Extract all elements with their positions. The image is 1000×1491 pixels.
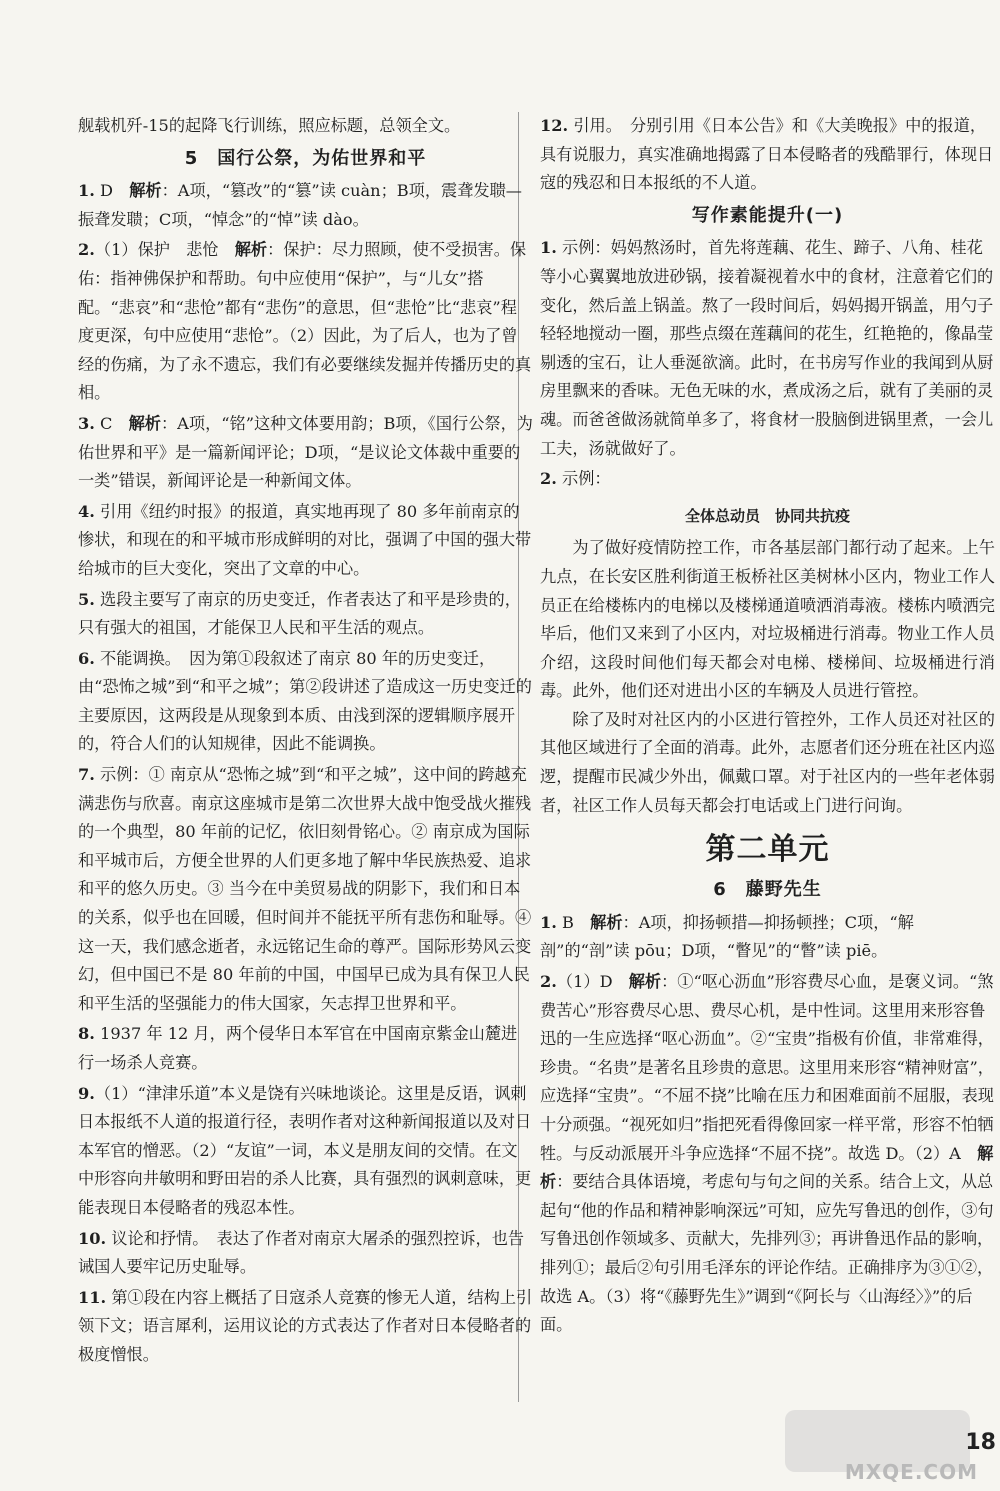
answer-item-10 bbox=[78, 1225, 533, 1282]
item-text: （1）保护 悲怆 解析：保护：尽力照顾，使不受损害。保佑：指神佛保护和帮助。句中应使用“保护”，与“儿女”搭配。“悲哀”和“悲怆”都有“悲伤”的意思，但“悲怆”比“悲哀”程度更深，句中应使用“悲怆”。（2）因此，为了后人，也为了曾经的伤痛，为了永不遗忘，我们有必要继续发掘并传播历史的真相。 bbox=[78, 240, 532, 403]
answer-item-1 bbox=[78, 177, 533, 234]
item-number: 3. bbox=[78, 413, 95, 433]
item-text: （1）D 解析：①“呕心沥血”形容费尽心血，是褒义词。“煞费苦心”形容费尽心思、费尽心机，是中性词。这里用来形容鲁迅的一生应选择“呕心沥血”。②“宝贵”指极有价值，非常难得，珍贵。“名贵”是著名且珍贵的意思。这里用来形容“精神财富”，应选择“宝贵”。“不屈不挠”比喻在压力和困难面前不屈服，表现十分顽强。“视死如归”指把死看得像回家一样平常，形容不怕牺牲。与反动派展开斗争应选择“不屈不挠”。故选 D。（2）A 解析：要结合具体语境，考虑句与句之间的关系。结合上文，从总起句“他的作品和精神影响深远”可知，应先写鲁迅的创作，③句写鲁迅创作领域多、贡献大，先排列③；再讲鲁迅作品的影响，排列①；最后②句引用毛泽东的评论作结。正确排序为③①②，故选 A。（3）将“《藤野先生》”调到“《阿长与〈山海经〉》”的后面。 bbox=[540, 972, 994, 1335]
answer-item-7 bbox=[78, 761, 533, 1018]
item-number: 1. bbox=[78, 181, 95, 201]
item-number: 7. bbox=[78, 765, 95, 785]
item-number: 8. bbox=[78, 1024, 95, 1044]
item-text: 第①段在内容上概括了日寇杀人竞赛的惨无人道，结构上引领下文；语言犀利，运用议论的方式表达了作者对日本侵略者的极度憎恨。 bbox=[78, 1287, 533, 1364]
intro-text: 舰载机歼-15的起降飞行训练，照应标题，总领全文。 bbox=[78, 116, 461, 135]
item-number: 4. bbox=[78, 501, 95, 521]
item-text: 选段主要写了南京的历史变迁，作者表达了和平是珍贵的，只有强大的祖国，才能保卫人民和平生活的观点。 bbox=[78, 589, 521, 638]
answer-item-3 bbox=[78, 410, 533, 496]
answer-item-11 bbox=[78, 1284, 533, 1370]
lesson-item-2 bbox=[540, 968, 995, 1340]
answer-item-8 bbox=[78, 1020, 533, 1077]
item-text: B 解析：A项，抑扬顿措—抑扬顿挫；C项，“解剖”的“剖”读 pōu；D项，“瞥见”的“瞥”读 piē。 bbox=[540, 912, 914, 961]
item-text: 引用《纽约时报》的报道，真实地再现了 80 多年前南京的惨状，和现在的和平城市形成鲜明的对比，强调了中国的强大带给城市的巨大变化，突出了文章的中心。 bbox=[78, 501, 532, 578]
item-text: D 解析：A项，“篡改”的“篡”读 cuàn；B项，震聋发聩—振聋发聩；C项，“悼念”的“悼”读 dào。 bbox=[78, 181, 522, 229]
item-number: 10. bbox=[78, 1228, 107, 1248]
lesson-heading-6: 6 藤野先生 bbox=[713, 879, 822, 901]
item-text: 不能调换。 因为第①段叙述了南京 80 年的历史变迁，由“恐怖之城”到“和平之城”；第②段讲述了造成这一历史变迁的主要原因，这两段是从现象到本质、由浅到深的逻辑顺序展开的，符合人们的认知规律，因此不能调换。 bbox=[78, 648, 532, 754]
answer-item-4 bbox=[78, 498, 533, 584]
answer-item-2 bbox=[78, 236, 533, 408]
item-text: C 解析：A项，“铭”这种文体要用韵；B项，《国行公祭，为佑世界和平》是一篇新闻评论；D项，“是议论文体裁中重要的一类”错误，新闻评论是一种新闻文体。 bbox=[78, 413, 533, 491]
essay-title: 全体总动员 协同共抗疫 bbox=[684, 506, 850, 525]
unit-title: 第二单元 bbox=[705, 832, 830, 868]
item-number: 6. bbox=[78, 648, 95, 668]
writing-item-2 bbox=[540, 465, 995, 494]
item-text: 示例： bbox=[556, 469, 611, 489]
answer-item-12 bbox=[540, 112, 995, 198]
item-number: 2. bbox=[78, 240, 95, 260]
item-number: 11. bbox=[78, 1287, 107, 1307]
answer-item-6 bbox=[78, 645, 533, 759]
writing-section-heading: 写作素能提升(一) bbox=[691, 204, 844, 226]
item-number: 2. bbox=[540, 972, 557, 992]
essay-paragraph-1: 为了做好疫情防控工作，市各基层部门都行动了起来。上午九点，在长安区胜利街道王板桥社区美树林小区内，物业工作人员正在给楼栋内的电梯以及楼梯通道喷洒消毒液。楼栋内喷洒完毕后，他们又来到了小区内，对垃圾桶进行消毒。物业工作人员介绍，这段时间他们每天都会对电梯、楼梯间、垃圾桶进行消毒。此外，他们还对进出小区的车辆及人员进行管控。 bbox=[540, 538, 995, 701]
item-text: 议论和抒情。 表达了作者对南京大屠杀的强烈控诉，也告诫国人要牢记历史耻辱。 bbox=[78, 1228, 525, 1277]
answer-item-5 bbox=[78, 586, 533, 643]
item-number: 1. bbox=[540, 912, 557, 932]
item-number: 2. bbox=[540, 469, 557, 489]
watermark-text: MXQE.COM bbox=[844, 1460, 978, 1484]
item-text: 引用。 分别引用《日本公告》和《大美晚报》中的报道，具有说服力，真实准确地揭露了日本侵略者的残酷罪行，体现日寇的残忍和日本报纸的不人道。 bbox=[540, 116, 994, 193]
section-heading-5: 5 国行公祭，为佑世界和平 bbox=[184, 147, 427, 169]
writing-item-1 bbox=[540, 234, 995, 463]
item-number: 12. bbox=[540, 116, 569, 135]
left-column bbox=[78, 112, 533, 1372]
page-number: 18 bbox=[965, 1430, 996, 1455]
essay-paragraph-2: 除了及时对社区内的小区进行管控外，工作人员还对社区的其他区域进行了全面的消毒。此外，志愿者们还分班在社区内巡逻，提醒市民减少外出，佩戴口罩。对于社区内的一些年老体弱者，社区工作人员每天都会打电话或上门进行问询。 bbox=[540, 709, 995, 815]
left-answer-list bbox=[78, 177, 533, 1369]
lesson-item-1 bbox=[540, 909, 995, 966]
item-text: 1937 年 12 月，两个侵华日本军官在中国南京紫金山麓进行一场杀人竞赛。 bbox=[78, 1024, 518, 1072]
item-number: 5. bbox=[78, 589, 95, 609]
item-number: 9. bbox=[78, 1083, 95, 1103]
item-number: 1. bbox=[540, 238, 557, 258]
answer-item-9 bbox=[78, 1080, 533, 1223]
item-text: （1）“津津乐道”本义是饶有兴味地谈论。这里是反语，讽刺日本报纸不人道的报道行径，表明作者对这种新闻报道以及对日本军官的憎恶。（2）“友谊”一词，本义是朋友间的交情。在文中形容向井敏明和野田岩的杀人比赛，具有强烈的讽刺意味，更能表现日本侵略者的残忍本性。 bbox=[78, 1083, 532, 1217]
right-column bbox=[540, 112, 995, 1342]
item-text: 示例：妈妈熬汤时，首先将莲藕、花生、蹄子、八角、桂花等小心翼翼地放进砂锅，接着凝视着水中的食材，注意着它们的变化，然后盖上锅盖。熬了一段时间后，妈妈揭开锅盖，用勺子轻轻地搅动一圈，那些点缀在莲藕间的花生，红艳艳的，像晶莹剔透的宝石，让人垂涎欲滴。此时，在书房写作业的我闻到从厨房里飘来的香味。无色无味的水，煮成汤之后，就有了美丽的灵魂。而爸爸做汤就简单多了，将食材一股脑倒进锅里煮，一会儿工夫，汤就做好了。 bbox=[540, 238, 994, 458]
item-text: 示例：① 南京从“恐怖之城”到“和平之城”，这中间的跨越充满悲伤与欣喜。南京这座城市是第二次世界大战中饱受战火摧残的一个典型，80 年前的记忆，依旧刻骨铭心。② 南京成为国际和平城市后，方便全世界的人们更多地了解中华民族热爱、追求和平的悠久历史。③ 当今在中美贸易战的阴影下，我们和日本的关系，似乎也在回暖，但时间并不能抚平所有悲伤和耻辱。④ 这一天，我们感念逝者，永远铭记生命的尊严。国际形势风云变幻，但中国已不是 80 年前的中国，中国早已成为具有保卫人民和平生活的坚强能力的伟大国家，矢志捍卫世界和平。 bbox=[78, 765, 532, 1013]
